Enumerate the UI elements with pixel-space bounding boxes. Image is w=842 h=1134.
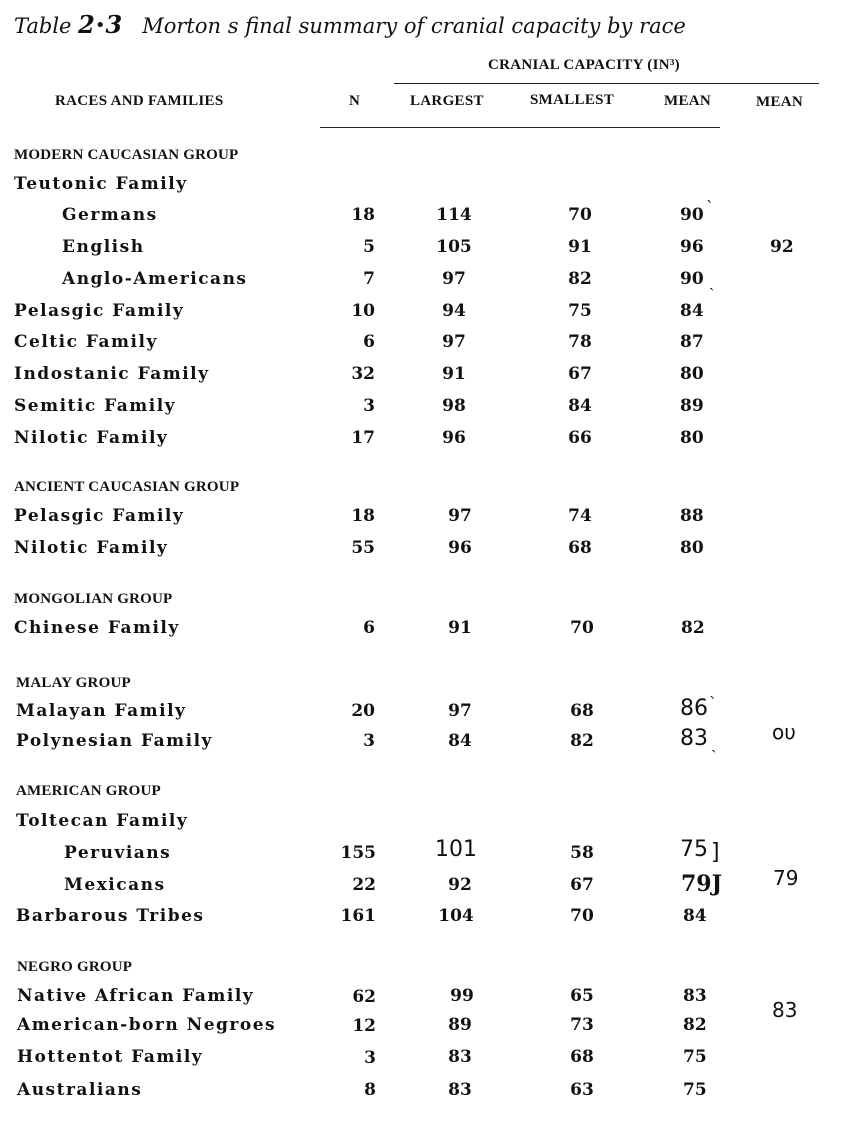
row-largest-hottentot: 83: [448, 1047, 472, 1067]
row-mean-ancient-nilotic: 80: [680, 538, 704, 558]
caption-bullet: •: [94, 15, 106, 36]
row-mean-pelasgic: 84: [680, 301, 704, 321]
row-label-malayan: Malayan Family: [16, 701, 187, 721]
row-mean-hottentot: 75: [683, 1047, 707, 1067]
row-n-polynesian: 3: [363, 731, 375, 751]
header-rule-bottom: [320, 127, 720, 128]
row-mean-chinese: 82: [681, 618, 705, 638]
row-mean-malayan: 86: [680, 696, 708, 721]
row-label-ancient-pelasgic: Pelasgic Family: [14, 506, 185, 526]
group-heading-american: AMERICAN GROUP: [16, 783, 161, 799]
row-largest-polynesian: 84: [448, 731, 472, 751]
row-mean-native-african: 83: [683, 986, 707, 1006]
row-label-australians: Australians: [17, 1080, 143, 1100]
group-mean-malay: ου: [772, 720, 796, 744]
row-n-anglo-americans: 7: [363, 269, 375, 289]
row-label-hottentot: Hottentot Family: [17, 1047, 204, 1067]
row-label-celtic: Celtic Family: [14, 332, 158, 352]
row-largest-pelasgic: 94: [442, 301, 466, 321]
row-label-ancient-nilotic: Nilotic Family: [14, 538, 169, 558]
row-mark-malayan: `: [709, 694, 717, 713]
row-n-celtic: 6: [363, 332, 375, 352]
row-largest-australians: 83: [448, 1080, 472, 1100]
row-n-american-born: 12: [352, 1016, 376, 1036]
row-smallest-native-african: 65: [570, 986, 594, 1006]
row-mean-semitic: 89: [680, 396, 704, 416]
row-smallest-germans: 70: [568, 205, 592, 225]
row-label-semitic: Semitic Family: [14, 396, 177, 416]
row-smallest-ancient-pelasgic: 74: [568, 506, 592, 526]
row-mean-anglo-americans: 90: [680, 269, 704, 289]
row-smallest-malayan: 68: [570, 701, 594, 721]
row-smallest-polynesian: 82: [570, 731, 594, 751]
row-largest-indostanic: 91: [442, 364, 466, 384]
row-mean-polynesian: 83: [680, 726, 708, 751]
row-smallest-australians: 63: [570, 1080, 594, 1100]
row-n-ancient-nilotic: 55: [351, 538, 375, 558]
row-largest-chinese: 91: [448, 618, 472, 638]
row-mark-germans: `: [706, 198, 714, 217]
row-label-native-african: Native African Family: [17, 986, 255, 1006]
row-largest-ancient-pelasgic: 97: [448, 506, 472, 526]
header-cranial-capacity: CRANIAL CAPACITY (IN³): [488, 57, 680, 73]
row-n-english: 5: [363, 237, 375, 257]
row-mean-australians: 75: [683, 1080, 707, 1100]
caption-number-a: 2: [78, 10, 95, 39]
row-label-polynesian: Polynesian Family: [16, 731, 213, 751]
row-mean-barbarous: 84: [683, 906, 707, 926]
family-label-teutonic: Teutonic Family: [14, 174, 188, 194]
row-n-nilotic: 17: [351, 428, 375, 448]
row-smallest-mexicans: 67: [570, 875, 594, 895]
row-label-nilotic: Nilotic Family: [14, 428, 169, 448]
row-mean-mexicans: 79J: [681, 871, 723, 897]
caption-title: Morton s final summary of cranial capacity by race: [142, 14, 686, 38]
group-heading-modern-caucasian: MODERN CAUCASIAN GROUP: [14, 147, 239, 163]
row-label-indostanic: Indostanic Family: [14, 364, 210, 384]
row-n-native-african: 62: [352, 987, 376, 1007]
row-label-barbarous: Barbarous Tribes: [16, 906, 205, 926]
row-smallest-celtic: 78: [568, 332, 592, 352]
group-heading-malay: MALAY GROUP: [16, 675, 131, 691]
header-races-families: RACES AND FAMILIES: [55, 93, 224, 109]
row-n-barbarous: 161: [340, 906, 376, 926]
row-mean-english: 96: [680, 237, 704, 257]
caption-number-b: 3: [105, 10, 123, 39]
row-largest-ancient-nilotic: 96: [448, 538, 472, 558]
row-largest-anglo-americans: 97: [442, 269, 466, 289]
row-largest-semitic: 98: [442, 396, 466, 416]
row-n-germans: 18: [351, 205, 375, 225]
row-mean-peruvians: 75: [680, 837, 708, 862]
row-n-hottentot: 3: [364, 1048, 376, 1068]
row-largest-malayan: 97: [448, 701, 472, 721]
row-mean-ancient-pelasgic: 88: [680, 506, 704, 526]
row-n-mexicans: 22: [352, 875, 376, 895]
row-n-semitic: 3: [363, 396, 375, 416]
header-mean-group: MEAN: [756, 94, 804, 110]
row-smallest-peruvians: 58: [570, 843, 594, 863]
row-largest-native-african: 99: [450, 986, 474, 1006]
row-smallest-nilotic: 66: [568, 428, 592, 448]
row-label-english: English: [62, 237, 145, 257]
row-smallest-indostanic: 67: [568, 364, 592, 384]
row-mark-anglo-americans: ˏ: [709, 272, 715, 291]
row-n-indostanic: 32: [351, 364, 375, 384]
header-largest: LARGEST: [410, 93, 484, 109]
row-largest-barbarous: 104: [438, 906, 474, 926]
header-n: N: [349, 93, 361, 109]
row-label-peruvians: Peruvians: [64, 843, 172, 863]
group-heading-mongolian: MONGOLIAN GROUP: [14, 591, 173, 607]
group-mean-modern: 92: [770, 237, 794, 257]
group-mean-american: 79: [773, 866, 799, 890]
row-smallest-pelasgic: 75: [568, 301, 592, 321]
row-smallest-semitic: 84: [568, 396, 592, 416]
row-n-pelasgic: 10: [351, 301, 375, 321]
row-largest-germans: 114: [436, 205, 472, 225]
row-n-chinese: 6: [363, 618, 375, 638]
row-largest-american-born: 89: [448, 1015, 472, 1035]
row-smallest-english: 91: [568, 237, 592, 257]
row-label-germans: Germans: [62, 205, 158, 225]
row-mark-peruvians: ]: [711, 840, 720, 865]
row-label-chinese: Chinese Family: [14, 618, 180, 638]
header-smallest: SMALLEST: [530, 92, 615, 108]
row-n-australians: 8: [364, 1080, 376, 1100]
group-mean-negro: 83: [772, 998, 798, 1022]
row-mean-celtic: 87: [680, 332, 704, 352]
table-caption: [14, 10, 686, 39]
row-largest-nilotic: 96: [442, 428, 466, 448]
row-label-pelasgic: Pelasgic Family: [14, 301, 185, 321]
row-largest-celtic: 97: [442, 332, 466, 352]
row-n-ancient-pelasgic: 18: [351, 506, 375, 526]
row-largest-english: 105: [436, 237, 472, 257]
row-label-american-born: American-born Negroes: [17, 1015, 277, 1035]
row-largest-peruvians: 101: [435, 837, 477, 862]
family-label-toltecan: Toltecan Family: [16, 811, 189, 831]
row-mean-indostanic: 80: [680, 364, 704, 384]
row-mean-germans: 90: [680, 205, 704, 225]
row-mark-polynesian: ˏ: [711, 734, 717, 753]
row-smallest-anglo-americans: 82: [568, 269, 592, 289]
row-n-peruvians: 155: [340, 843, 376, 863]
caption-prefix: Table: [14, 14, 72, 38]
row-n-malayan: 20: [351, 701, 375, 721]
row-mean-nilotic: 80: [680, 428, 704, 448]
row-label-mexicans: Mexicans: [64, 875, 166, 895]
row-largest-mexicans: 92: [448, 875, 472, 895]
row-smallest-barbarous: 70: [570, 906, 594, 926]
header-rule-top: [394, 83, 819, 84]
row-smallest-american-born: 73: [570, 1015, 594, 1035]
row-smallest-ancient-nilotic: 68: [568, 538, 592, 558]
group-heading-ancient-caucasian: ANCIENT CAUCASIAN GROUP: [14, 479, 240, 495]
row-smallest-chinese: 70: [570, 618, 594, 638]
row-smallest-hottentot: 68: [570, 1047, 594, 1067]
row-label-anglo-americans: Anglo-Americans: [62, 269, 248, 289]
group-heading-negro: NEGRO GROUP: [17, 959, 133, 975]
header-mean: MEAN: [664, 93, 712, 109]
row-mean-american-born: 82: [683, 1015, 707, 1035]
